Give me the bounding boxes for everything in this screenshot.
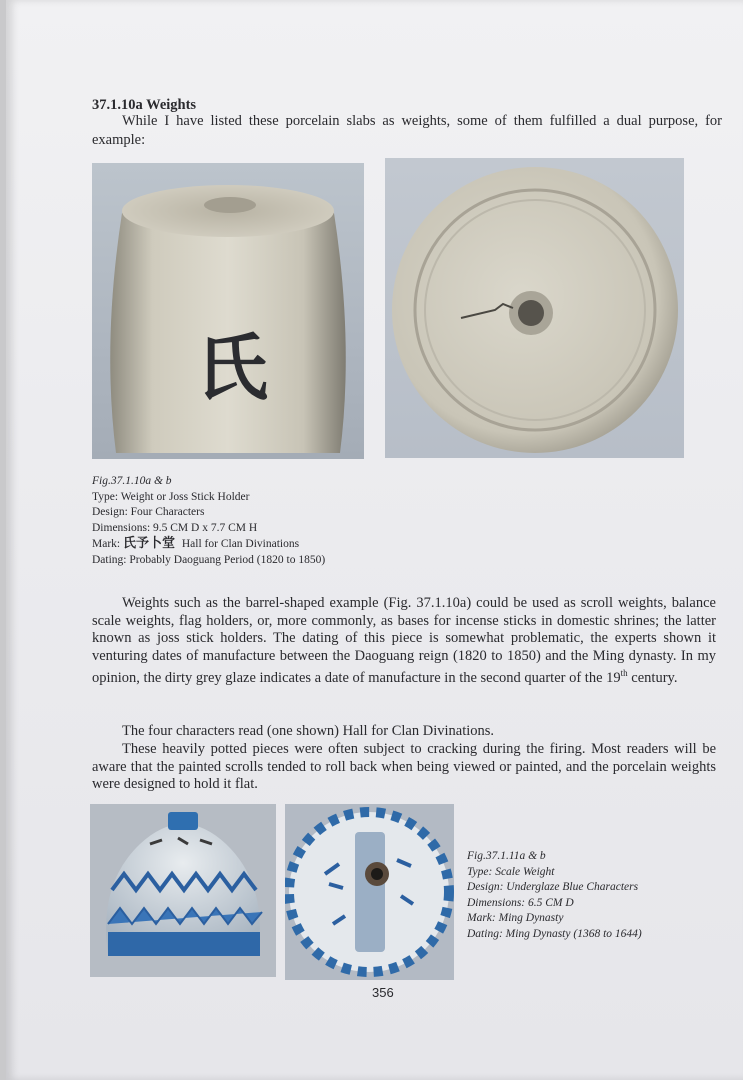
- scale-weight-top-image: [285, 804, 454, 980]
- figure-design: Design: Underglaze Blue Characters: [467, 881, 639, 893]
- mark-characters: 氏予卜堂: [122, 536, 175, 551]
- figure-dimensions: Dimensions: 6.5 CM D: [467, 896, 574, 909]
- figure-label: Fig.37.1.10a & b: [92, 475, 172, 487]
- figure-dimensions: Dimensions: 9.5 CM D x 7.7 CM H: [92, 521, 258, 534]
- body-paragraph-1: [92, 595, 716, 687]
- figure-caption-1: [92, 474, 325, 568]
- intro-paragraph: While I have listed these porcelain slabs as weights, some of them fulfilled a dual purpose, for example:: [92, 113, 722, 148]
- figure-caption-2: [467, 849, 642, 942]
- figure-mark: [92, 536, 325, 553]
- weight-base-image: [385, 158, 684, 458]
- mark-prefix: Mark:: [92, 538, 121, 550]
- barrel-weight-image: [92, 163, 364, 459]
- figure-mark: Mark: Ming Dynasty: [467, 912, 564, 924]
- photo-scale-weight-top: [285, 804, 454, 980]
- figure-dating: Dating: Ming Dynasty (1368 to 1644): [467, 927, 642, 940]
- painted-character: 氏: [196, 326, 269, 410]
- figure-type: Type: Scale Weight: [467, 865, 555, 878]
- photo-weight-base: [385, 158, 684, 458]
- paragraph-text-end: century.: [627, 669, 678, 686]
- mark-meaning: Hall for Clan Divinations: [181, 538, 300, 550]
- superscript: th: [620, 668, 628, 678]
- page-number: 356: [372, 985, 394, 1000]
- body-paragraph-2: The four characters read (one shown) Hall for Clan Divinations.: [122, 723, 495, 739]
- paragraph-text: Weights such as the barrel-shaped example (Fig. 37.1.10a) could be used as scroll weights, balance scale weights, flag holders, or, more commonly, as bases for incense sticks in domestic shrines; the latter known as joss stick holders. The dating of this piece is somewhat problematic, the experts shown it venturing dates of manufacture between the Daoguang reign (1820 to 1850) and the Ming dynasty. In my opinion, the dirty grey glaze indicates a date of manufacture in the second quarter of the 19: [92, 595, 716, 686]
- figure-type: Type: Weight or Joss Stick Holder: [92, 490, 250, 503]
- photo-barrel-weight: [92, 163, 364, 459]
- photo-scale-weight-side: [90, 804, 276, 977]
- scale-weight-side-image: [90, 804, 276, 977]
- figure-design: Design: Four Characters: [92, 506, 205, 518]
- body-paragraph-3: These heavily potted pieces were often subject to cracking during the firing. Most readers will be aware that the painted scrolls tended to roll back when being viewed or painted, and the porcelain weights were designed to hold it flat.: [92, 741, 716, 792]
- figure-label: Fig.37.1.11a & b: [467, 850, 546, 862]
- section-heading: 37.1.10a Weights: [92, 97, 197, 113]
- figure-dating: Dating: Probably Daoguang Period (1820 to 1850): [92, 553, 326, 566]
